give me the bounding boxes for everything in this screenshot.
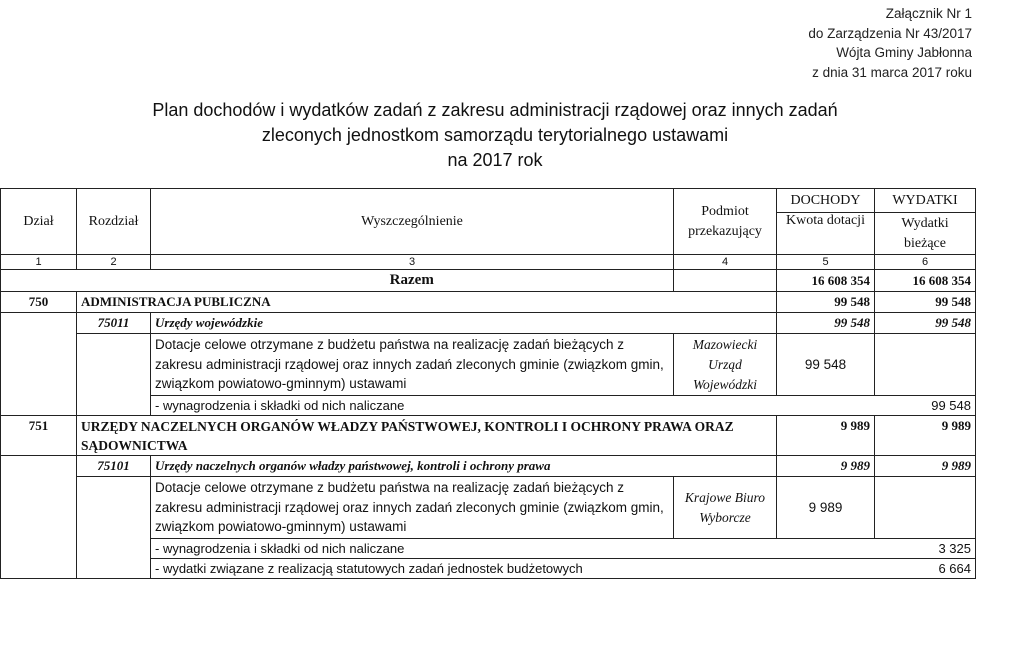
- dzial-row: [1, 416, 976, 456]
- col-header-wydatki-sub-2: bieżące: [875, 235, 976, 255]
- dotacje-row: [1, 334, 976, 396]
- expense-item-row: [1, 396, 976, 416]
- expense-item-label: - wynagrodzenia i składki od nich naliczane: [151, 539, 875, 559]
- razem-dochody: 16 608 354: [777, 270, 875, 292]
- col-header-wyszczegolnienie: Wyszczególnienie: [151, 189, 674, 255]
- podmiot-label-2: przekazujący: [688, 223, 762, 239]
- col-header-podmiot: [674, 189, 777, 255]
- dzial-dochody: 9 989: [777, 416, 875, 456]
- rozdzial-name: Urzędy wojewódzkie: [151, 313, 777, 334]
- dzial-code: 750: [1, 292, 77, 313]
- kwota-dotacji: 99 548: [777, 334, 875, 396]
- attachment-header: [808, 4, 972, 82]
- podmiot-name: Mazowiecki Urząd Wojewódzki: [674, 334, 777, 396]
- expense-item-value: 3 325: [875, 539, 976, 559]
- ordinance-date: z dnia 31 marca 2017 roku: [812, 64, 972, 80]
- col-header-dochody: DOCHODY: [777, 189, 875, 213]
- podmiot-name: Krajowe Biuro Wyborcze: [674, 477, 777, 539]
- col-header-wydatki: WYDATKI: [875, 189, 976, 213]
- expense-item-row: [1, 559, 976, 579]
- expense-item-row: [1, 539, 976, 559]
- title-line-1: Plan dochodów i wydatków zadań z zakresu administracji rządowej oraz innych zadań: [152, 100, 838, 120]
- razem-wydatki: 16 608 354: [875, 270, 976, 292]
- col-num-4: 4: [674, 255, 777, 270]
- dzial-name: URZĘDY NACZELNYCH ORGANÓW WŁADZY PAŃSTWOWEJ, KONTROLI I OCHRONY PRAWA ORAZ SĄDOWNICTWA: [77, 416, 777, 456]
- podmiot-label-1: Podmiot: [701, 203, 749, 219]
- rozdzial-dochody: 9 989: [777, 456, 875, 477]
- expense-item-value: 99 548: [875, 396, 976, 416]
- rozdzial-code: 75101: [77, 456, 151, 477]
- expense-item-label: - wynagrodzenia i składki od nich naliczane: [151, 396, 875, 416]
- dotacje-description: Dotacje celowe otrzymane z budżetu państwa na realizację zadań bieżących z zakresu administracji rządowej oraz innych zadań zleconych gminie (związkom gmin, związkom powiatowo-gminnym) ustawami: [151, 334, 674, 396]
- dzial-wydatki: 99 548: [875, 292, 976, 313]
- title-line-2: zleconych jednostkom samorządu terytorialnego ustawami: [261, 125, 729, 145]
- rozdzial-wydatki: 9 989: [875, 456, 976, 477]
- title-line-3: na 2017 rok: [447, 150, 543, 170]
- rozdzial-row: [1, 456, 976, 477]
- razem-row: [1, 270, 976, 292]
- issuer: Wójta Gminy Jabłonna: [836, 45, 972, 60]
- expense-item-label: - wydatki związane z realizacją statutowych zadań jednostek budżetowych: [151, 559, 875, 579]
- ordinance-reference: do Zarządzenia Nr 43/2017: [808, 25, 972, 41]
- kwota-dotacji: 9 989: [777, 477, 875, 539]
- col-header-wydatki-sub-1: Wydatki: [875, 213, 976, 235]
- col-header-kwota: Kwota dotacji: [777, 213, 875, 255]
- col-num-1: 1: [1, 255, 77, 270]
- attachment-number: Załącznik Nr 1: [885, 6, 972, 21]
- dzial-code: 751: [1, 416, 77, 456]
- dzial-wydatki: 9 989: [875, 416, 976, 456]
- column-number-row: [1, 255, 976, 270]
- dotacje-row: [1, 477, 976, 539]
- dzial-row: [1, 292, 976, 313]
- col-header-rozdzial: Rozdział: [77, 189, 151, 255]
- col-num-6: 6: [875, 255, 976, 270]
- expense-item-value: 6 664: [875, 559, 976, 579]
- rozdzial-name: Urzędy naczelnych organów władzy państwowej, kontroli i ochrony prawa: [151, 456, 777, 477]
- col-header-dzial: Dział: [1, 189, 77, 255]
- budget-table: [0, 188, 976, 579]
- document-title: [0, 98, 990, 173]
- col-num-3: 3: [151, 255, 674, 270]
- rozdzial-row: [1, 313, 976, 334]
- rozdzial-wydatki: 99 548: [875, 313, 976, 334]
- rozdzial-code: 75011: [77, 313, 151, 334]
- dotacje-description: Dotacje celowe otrzymane z budżetu państwa na realizację zadań bieżących z zakresu administracji rządowej oraz innych zadań zleconych gminie (związkom gmin, związkom powiatowo-gminnym) ustawami: [151, 477, 674, 539]
- col-num-5: 5: [777, 255, 875, 270]
- dzial-dochody: 99 548: [777, 292, 875, 313]
- dzial-name: ADMINISTRACJA PUBLICZNA: [77, 292, 777, 313]
- razem-label: Razem: [151, 270, 674, 292]
- col-num-2: 2: [77, 255, 151, 270]
- rozdzial-dochody: 99 548: [777, 313, 875, 334]
